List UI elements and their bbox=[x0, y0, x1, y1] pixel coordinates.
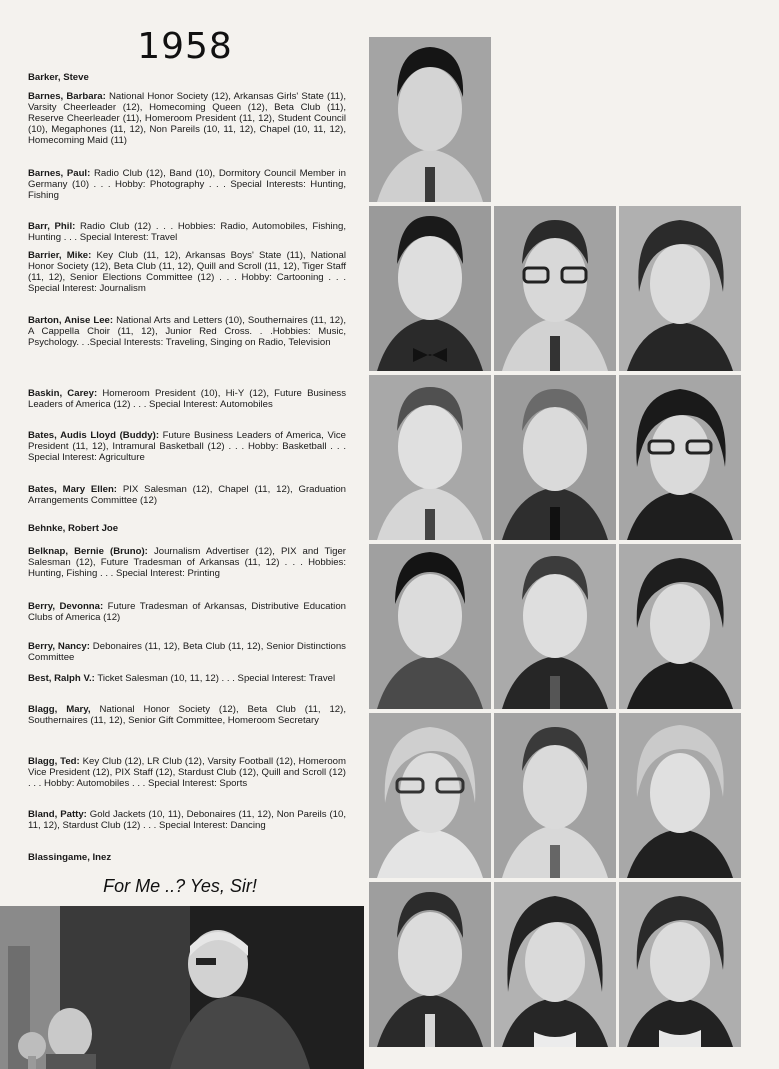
portrait-image bbox=[369, 544, 491, 709]
portrait-photo bbox=[369, 37, 491, 202]
student-entry: Barnes, Barbara: National Honor Society (12), Arkansas Girls' State (11), Varsity Cheerleader (12), Homecoming Queen (12), Beta Club (11), Reserve Cheerleader (11), Homeroom President (11, 12), Student Council (10), Megaphones (11, 12), Non Pareils (10, 11, 12), Chapel (10, 11, 12), Homecoming Maid (11) bbox=[28, 91, 346, 146]
portrait-image bbox=[619, 206, 741, 371]
student-entry: Belknap, Bernie (Bruno): Journalism Advertiser (12), PIX and Tiger Salesman (12), Future Tradesman of Arkansas (11, 12) . . . Hobbies: Hunting, Fishing . . . Special Interest: Printing bbox=[28, 546, 346, 579]
student-entry: Barrier, Mike: Key Club (11, 12), Arkansas Boys' State (11), National Honor Society (12), Beta Club (11, 12), Quill and Scroll (11, 12), Tiger Staff (11, 12), Senior Elections Committee (12) . . . Hobby: Cartooning . . . Special Interest: Journalism bbox=[28, 250, 346, 294]
portrait-photo bbox=[494, 375, 616, 540]
portrait-photo bbox=[494, 544, 616, 709]
portrait-photo bbox=[619, 882, 741, 1047]
student-entry: Berry, Nancy: Debonaires (11, 12), Beta Club (11, 12), Senior Distinctions Committee bbox=[28, 641, 346, 663]
student-entry: Barker, Steve bbox=[28, 72, 89, 83]
portrait-photo bbox=[619, 713, 741, 878]
portrait-image bbox=[369, 206, 491, 371]
portrait-image bbox=[619, 882, 741, 1047]
portrait-photo bbox=[494, 206, 616, 371]
portrait-image bbox=[619, 713, 741, 878]
portrait-photo bbox=[369, 206, 491, 371]
student-entry: Blagg, Mary, National Honor Society (12), Beta Club (11, 12), Southernaires (11, 12), Senior Gift Committee, Homeroom Secretary bbox=[28, 704, 346, 726]
portrait-image bbox=[619, 544, 741, 709]
student-entry: Baskin, Carey: Homeroom President (10), Hi-Y (12), Future Business Leaders of America (12) . . . Special Interest: Automobiles bbox=[28, 388, 346, 410]
portrait-image bbox=[369, 713, 491, 878]
student-entry: Bland, Patty: Gold Jackets (10, 11), Debonaires (11, 12), Non Pareils (10, 11, 12), Stardust Club (12) . . . Special Interest: Dancing bbox=[28, 809, 346, 831]
candid-photo-caption: For Me ..? Yes, Sir! bbox=[103, 876, 257, 896]
page-year-title: 1958 bbox=[137, 26, 233, 67]
student-entry: Blassingame, Inez bbox=[28, 852, 112, 863]
portrait-photo bbox=[494, 882, 616, 1047]
student-entry: Barnes, Paul: Radio Club (12), Band (10), Dormitory Council Member in Germany (10) . . . Hobby: Photography . . . Special Interests: Hunting, Fishing bbox=[28, 168, 346, 201]
candid-photo-image bbox=[0, 906, 364, 1069]
portrait-image bbox=[369, 37, 491, 202]
portrait-photo bbox=[494, 713, 616, 878]
portrait-image bbox=[494, 544, 616, 709]
student-entry: Bates, Audis Lloyd (Buddy): Future Business Leaders of America, Vice President (11, 12), Intramural Basketball (12) . . . Hobby: Basketball . . . Special Interest: Agriculture bbox=[28, 430, 346, 463]
student-entry: Behnke, Robert Joe bbox=[28, 523, 119, 534]
student-entry: Blagg, Ted: Key Club (12), LR Club (12), Varsity Football (12), Homeroom Vice President (12), PIX Staff (12), Stardust Club (12), Quill and Scroll (12) . . . Hobby: Automobiles . . . Special Interest: Sports bbox=[28, 756, 346, 789]
student-entry: Barr, Phil: Radio Club (12) . . . Hobbies: Radio, Automobiles, Fishing, Hunting . . . Special Interest: Travel bbox=[28, 221, 346, 243]
portrait-image bbox=[494, 713, 616, 878]
student-entry: Berry, Devonna: Future Tradesman of Arkansas, Distributive Education Clubs of America (12) bbox=[28, 601, 346, 623]
portrait-photo bbox=[369, 375, 491, 540]
portrait-image bbox=[494, 375, 616, 540]
portrait-image bbox=[369, 375, 491, 540]
portrait-image bbox=[619, 375, 741, 540]
portrait-photo bbox=[369, 713, 491, 878]
portrait-photo bbox=[619, 375, 741, 540]
portrait-grid bbox=[369, 37, 750, 1049]
student-entry: Barton, Anise Lee: National Arts and Letters (10), Southernaires (11, 12), A Cappella Choir (11, 12), Junior Red Cross. . .Hobbies: Music, Psychology. . .Special Interests: Traveling, Singing on Radio, Television bbox=[28, 315, 346, 348]
portrait-image bbox=[494, 206, 616, 371]
portrait-image bbox=[494, 882, 616, 1047]
student-entry: Bates, Mary Ellen: PIX Salesman (12), Chapel (11, 12), Graduation Arrangements Committee (12) bbox=[28, 484, 346, 506]
portrait-photo bbox=[369, 882, 491, 1047]
portrait-photo bbox=[619, 206, 741, 371]
student-entry: Best, Ralph V.: Ticket Salesman (10, 11, 12) . . . Special Interest: Travel bbox=[28, 673, 336, 684]
portrait-image bbox=[369, 882, 491, 1047]
candid-photo bbox=[0, 906, 364, 1069]
portrait-photo bbox=[369, 544, 491, 709]
portrait-photo bbox=[619, 544, 741, 709]
